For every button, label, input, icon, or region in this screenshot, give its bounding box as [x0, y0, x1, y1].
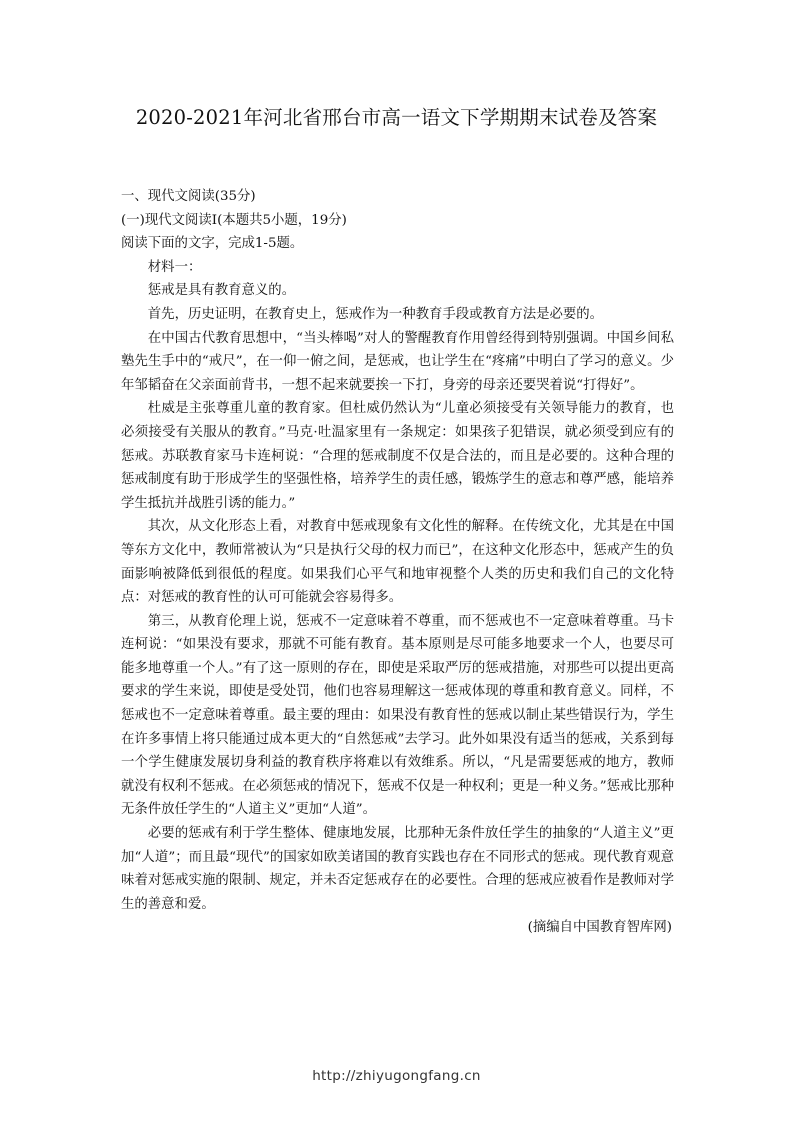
- paragraph: 惩戒是具有教育意义的。: [147, 283, 296, 299]
- paragraph: 其次，从文化形态上看，对教育中惩戒现象有文化性的解释。在传统文化，尤其是在中国等东方文化中，教师常被认为“只是执行父母的权力而已”，在这种文化形态中，惩戒产生的负面影响被降低到很低的程度。如果我们心平气和地审视整个人类的历史和我们自己的文化特点：对惩戒的教育性的认可可能就会容易得多。: [121, 519, 674, 606]
- material-label: 材料一：: [147, 259, 202, 275]
- paragraph: 首先，历史证明，在教育史上，惩戒作为一种教育手段或教育方法是必要的。: [147, 306, 604, 322]
- footer-url[interactable]: http://zhiyugongfang.cn: [312, 1068, 481, 1084]
- paragraph: 必要的惩戒有利于学生整体、健康地发展，比那种无条件放任学生的抽象的“人道主义”更加“人道”；而且最“现代”的国家如欧美诸国的教育实践也存在不同形式的惩戒。现代教育观意味着对惩戒实施的限制、规定，并未否定惩戒存在的必要性。合理的惩戒应被看作是教师对学生的善意和爱。: [121, 826, 674, 912]
- paragraph: 杜威是主张尊重儿童的教育家。但杜威仍然认为“儿童必须接受有关领导能力的教育，也必须接受有关服从的教育。”马克·吐温家里有一条规定：如果孩子犯错误，就必须受到应有的惩戒。苏联教育家马卡连柯说：“合理的惩戒制度不仅是合法的，而且是必要的。这种合理的惩戒制度有助于形成学生的坚强性格，培养学生的责任感，锻炼学生的意志和尊严感，能培养学生抵抗并战胜引诱的能力。”: [121, 401, 674, 511]
- subsection-heading: (一)现代文阅读I(本题共5小题，19分): [121, 212, 347, 228]
- paragraph: 在中国古代教育思想中，“当头棒喝”对人的警醒教育作用曾经得到特别强调。中国乡间私塾先生手中的“戒尺”，在一仰一俯之间，是惩戒，也让学生在“疼痛”中明白了学习的意义。少年邹韬奋在父亲面前背书，一想不起来就要挨一下打，身旁的母亲还要哭着说“打得好”。: [121, 330, 674, 393]
- section-heading: 一、现代文阅读(35分): [121, 189, 256, 204]
- paragraph: 第三，从教育伦理上说，惩戒不一定意味着不尊重，而不惩戒也不一定意味着尊重。马卡连柯说：“如果没有要求，那就不可能有教育。基本原则是尽可能多地要求一个人，也要尽可能多地尊重一个人。”有了这一原则的存在，即使是采取严厉的惩戒措施，对那些可以提出更高要求的学生来说，即使是受处罚，他们也容易理解这一惩戒体现的尊重和教育意义。同样，不惩戒也不一定意味着尊重。最主要的理由：如果没有教育性的惩戒以制止某些错误行为，学生在许多事情上将只能通过成本更大的“自然惩戒”去学习。此外如果没有适当的惩戒，关系到每一个学生健康发展切身利益的教育秩序将难以有效维系。所以，“凡是需要惩戒的地方，教师就没有权利不惩戒。在必须惩戒的情况下，惩戒不仅是一种权利；更是一种义务。”惩戒比那种无条件放任学生的“人道主义”更加“人道”。: [121, 613, 674, 818]
- reading-instruction: 阅读下面的文字，完成1-5题。: [121, 236, 304, 252]
- source-citation: (摘编自中国教育智库网): [527, 920, 672, 936]
- document-title: 2020-2021年河北省邢台市高一语文下学期期末试卷及答案: [135, 106, 658, 129]
- document-body: [121, 185, 674, 940]
